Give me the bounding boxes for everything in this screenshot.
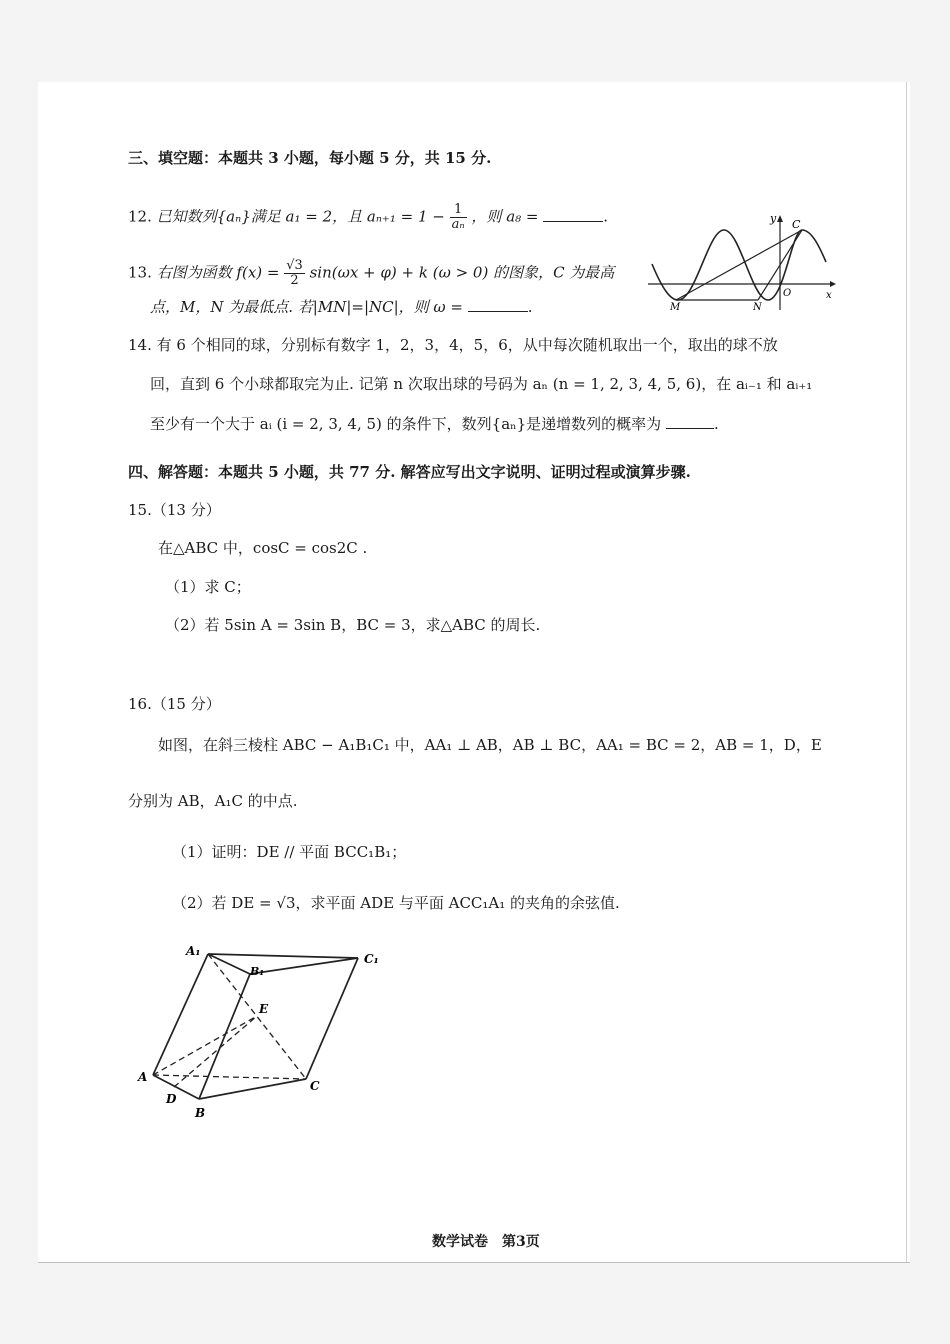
q12-frac-num: 1 [450,203,467,218]
q16-part2: （2）若 DE = √3，求平面 ADE 与平面 ACC₁A₁ 的夹角的余弦值. [172,894,620,912]
section4-heading: 四、解答题：本题共 5 小题，共 77 分. 解答应写出文字说明、证明过程或演算步骤. [128,463,691,481]
q12-number: 12. [128,207,152,226]
page-footer: 数学试卷 第3页 [432,1234,540,1250]
q15-part2: （2）若 5sin A = 3sin B，BC = 3，求△ABC 的周长. [165,616,541,634]
question-13-line2: 点，M，N 为最低点. 若|MN|=|NC|，则 ω = . [150,298,533,316]
q14-line1: 14. 有 6 个相同的球，分别标有数字 1，2，3，4，5，6，从中每次随机取出一个，取出的球不放 [128,336,778,354]
q13-number: 13. [128,263,152,282]
q16-label-e: E [259,1002,269,1016]
q15-stem: 在△ABC 中，cosC = cos2C . [158,539,368,557]
q15-heading: 15.（13 分） [128,501,221,519]
q16-stem-line1: 如图，在斜三棱柱 ABC − A₁B₁C₁ 中，AA₁ ⊥ AB，AB ⊥ BC，AA₁ = BC = 2，AB = 1，D，E [158,736,822,754]
q13-line1-suffix: sin(ωx + φ) + k (ω > 0) 的图象，C 为最高 [309,263,615,282]
q13-line1-prefix: 右图为函数 f(x) = [156,263,280,282]
q14-line2: 回，直到 6 个小球都取完为止. 记第 n 次取出球的号码为 aₙ (n = 1, 2, 3, 4, 5, 6)，在 aᵢ₋₁ 和 aᵢ₊₁ [150,375,813,393]
page-edge-bottom [38,1262,910,1263]
q16-part1: （1）证明：DE // 平面 BCC₁B₁； [172,843,407,861]
q12-frac-den: aₙ [451,217,465,232]
q12-suffix: ，则 a₈ = [471,207,539,226]
q13-graph-o-label: O [783,288,792,299]
q16-label-d: D [166,1092,177,1106]
question-12: 12. 已知数列{aₙ}满足 a₁ = 2，且 aₙ₊₁ = 1 − $\frac{1}{\text{aₙ}}$ ，则 a₈ = . [128,202,609,232]
q14-line3: 至少有一个大于 aᵢ (i = 2, 3, 4, 5) 的条件下，数列{aₙ}是递增数列的概率为 [150,415,662,433]
q13-fraction [284,259,305,288]
q13-frac-den: 2 [290,273,299,288]
q13-graph-c-label: C [792,218,801,231]
q15-part1: （1）求 C； [165,578,251,596]
q13-graph-y-label: y [770,212,777,225]
q16-label-a: A [138,1070,148,1084]
q13-graph-n-label: N [753,302,762,313]
q13-sine-graph [640,208,840,313]
page-edge-right [906,82,907,1262]
q16-heading: 16.（15 分） [128,695,221,713]
q16-prism-figure [128,935,398,1125]
q16-label-c1: C₁ [364,952,379,966]
q13-line2: 点，M，N 为最低点. 若|MN|=|NC|，则 ω = [150,298,463,316]
q12-answer-blank[interactable] [543,207,603,222]
q12-fraction [450,203,467,232]
q14-answer-blank[interactable] [666,414,714,429]
question-13-line1 [128,259,614,288]
q13-graph-m-label: M [670,302,681,313]
q16-label-b: B [195,1106,206,1120]
q16-stem-line2: 分别为 AB，A₁C 的中点. [128,792,298,810]
q16-label-a1: A₁ [186,944,201,958]
question-14-line3: 至少有一个大于 aᵢ (i = 2, 3, 4, 5) 的条件下，数列{aₙ}是递增数列的概率为 . [150,415,719,433]
q13-answer-blank[interactable] [468,297,528,312]
q16-label-b1: B₁ [250,965,265,978]
q13-frac-num: √3 [286,258,303,273]
q12-prefix: 已知数列{aₙ}满足 a₁ = 2，且 aₙ₊₁ = 1 − [156,207,445,226]
q13-graph-x-label: x [826,290,832,301]
q16-label-c: C [310,1079,320,1093]
section3-heading: 三、填空题：本题共 3 小题，每小题 5 分，共 15 分. [128,149,492,167]
